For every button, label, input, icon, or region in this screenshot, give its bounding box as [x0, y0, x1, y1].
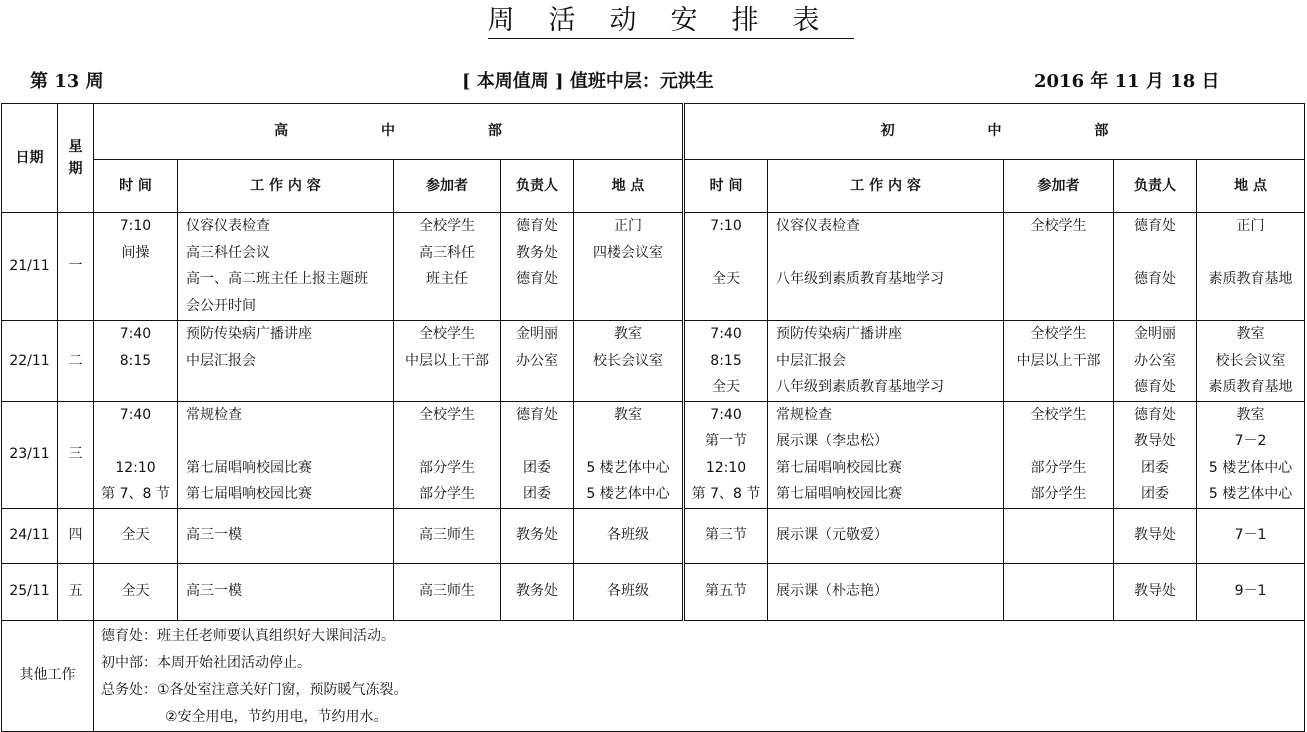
senior-content-line	[186, 374, 393, 401]
junior-location-line	[1197, 293, 1304, 320]
senior-content-line: 仪容仪表检查	[186, 218, 270, 234]
junior-participants-line: 部分学生	[1030, 486, 1087, 502]
senior-responsible-line	[501, 374, 573, 401]
junior-responsible-line: 办公室	[1134, 352, 1177, 369]
junior-time-cell	[684, 563, 768, 620]
junior-time-line: 7:40	[710, 406, 742, 423]
senior-responsible-line	[501, 428, 573, 455]
schedule-row	[2, 563, 1305, 620]
junior-responsible-cell	[1114, 401, 1197, 508]
junior-time-line: 7:40	[710, 326, 742, 342]
junior-content-cell	[768, 508, 1004, 563]
senior-location-line: 四楼会议室	[593, 244, 663, 261]
junior-time-cell	[684, 213, 768, 321]
senior-location-line	[574, 428, 682, 455]
junior-location-cell	[1197, 508, 1305, 563]
junior-location-line: 7－2	[1234, 433, 1267, 449]
senior-content-line: 高三科任会议	[186, 244, 270, 261]
junior-responsible-line: 团委	[1141, 486, 1170, 502]
junior-content-line: 预防传染病广播讲座	[776, 326, 903, 342]
senior-location-line: 各班级	[607, 527, 649, 544]
col-weekday: 星期	[58, 104, 94, 213]
junior-location-line: 素质教育基地	[1208, 271, 1293, 287]
junior-content-line	[776, 293, 1003, 320]
senior-location-line: 教室	[614, 406, 642, 423]
junior-participants-line: 中层以上干部	[1016, 352, 1101, 369]
junior-content-line: 仪容仪表检查	[776, 218, 861, 234]
senior-time-line: 12:10	[115, 459, 156, 476]
junior-col-location: 地 点	[1197, 160, 1305, 213]
junior-content-cell	[768, 563, 1004, 620]
junior-location-line: 5 楼艺体中心	[1208, 459, 1293, 476]
junior-responsible-cell	[1114, 213, 1197, 321]
senior-location-cell	[574, 321, 684, 402]
junior-content-line: 八年级到素质教育基地学习	[776, 271, 945, 287]
senior-content-cell	[178, 508, 394, 563]
senior-time-line	[94, 374, 177, 401]
junior-location-line: 9－1	[1234, 583, 1267, 600]
junior-participants-cell	[1004, 321, 1114, 402]
senior-time-line: 全天	[121, 583, 150, 600]
senior-time-cell	[94, 563, 178, 620]
row-weekday: 三	[58, 401, 94, 508]
senior-location-line: 5 楼艺体中心	[586, 486, 670, 502]
senior-participants-line: 高三师生	[419, 527, 475, 544]
junior-time-line: 第 7、8 节	[691, 486, 761, 502]
junior-responsible-line: 教导处	[1134, 583, 1177, 600]
senior-participants-line: 全校学生	[419, 326, 475, 342]
senior-participants-cell	[394, 563, 501, 620]
junior-responsible-line	[1114, 293, 1196, 320]
row-date: 24/11	[2, 508, 58, 563]
senior-content-line: 高一、高二班主任上报主题班	[186, 271, 368, 287]
note-line: 德育处：班主任老师要认真组织好大课间活动。	[101, 627, 395, 644]
senior-responsible-line	[501, 293, 573, 320]
row-date: 25/11	[2, 563, 58, 620]
junior-participants-line: 全校学生	[1030, 326, 1087, 342]
junior-participants-cell	[1004, 401, 1114, 508]
col-date: 日期	[2, 104, 58, 213]
row-weekday: 五	[58, 563, 94, 620]
senior-participants-line: 部分学生	[419, 486, 475, 502]
junior-participants-cell	[1004, 508, 1114, 563]
junior-time-cell	[684, 508, 768, 563]
senior-participants-line	[394, 293, 500, 320]
senior-responsible-line: 教务处	[516, 527, 558, 544]
junior-col-time: 时 间	[684, 160, 768, 213]
senior-content-line: 第七届唱响校园比赛	[186, 459, 312, 476]
junior-time-line: 7:10	[710, 218, 742, 234]
senior-responsible-line: 德育处	[516, 218, 558, 234]
senior-participants-line: 全校学生	[419, 406, 475, 423]
junior-location-line	[1197, 240, 1304, 267]
senior-time-line: 8:15	[119, 352, 152, 369]
senior-responsible-line: 团委	[523, 486, 551, 502]
senior-time-cell	[94, 213, 178, 321]
row-weekday: 二	[58, 321, 94, 402]
junior-location-line: 7－1	[1234, 527, 1267, 544]
junior-responsible-line: 德育处	[1134, 271, 1177, 287]
senior-content-line	[186, 428, 393, 455]
senior-content-cell	[178, 563, 394, 620]
senior-participants-line: 中层以上干部	[405, 352, 489, 369]
junior-responsible-cell	[1114, 563, 1197, 620]
senior-section-header: 高 中 部	[94, 104, 684, 160]
senior-responsible-line: 德育处	[516, 271, 558, 287]
junior-location-cell	[1197, 563, 1305, 620]
junior-time-cell	[684, 401, 768, 508]
senior-participants-line	[394, 428, 500, 455]
issue-date: 2016 年 11 月 18 日	[1034, 71, 1220, 92]
junior-time-line: 第三节	[705, 527, 748, 544]
junior-participants-line: 全校学生	[1030, 218, 1087, 234]
senior-location-cell	[574, 213, 684, 321]
junior-participants-line	[1004, 266, 1113, 293]
junior-content-cell	[768, 401, 1004, 508]
senior-time-line: 全天	[121, 527, 150, 544]
junior-responsible-line: 德育处	[1134, 379, 1177, 395]
junior-content-line	[776, 240, 1003, 267]
junior-content-line: 展示课（朴志艳）	[776, 583, 889, 600]
senior-participants-line: 部分学生	[419, 459, 475, 476]
senior-time-line	[94, 266, 177, 293]
senior-time-line: 7:10	[119, 218, 152, 234]
senior-location-line	[574, 266, 682, 293]
section-header-row	[2, 104, 1305, 160]
junior-participants-line	[1004, 374, 1113, 401]
senior-location-cell	[574, 508, 684, 563]
senior-content-line: 中层汇报会	[186, 352, 256, 369]
junior-location-line: 素质教育基地	[1208, 379, 1293, 395]
senior-participants-line: 班主任	[426, 271, 468, 287]
senior-responsible-cell	[501, 563, 574, 620]
junior-participants-line	[1004, 428, 1113, 455]
duty-officer: [ 本周值周 ] 值班中层：元洪生	[462, 71, 714, 92]
junior-col-responsible: 负责人	[1114, 160, 1197, 213]
senior-time-cell	[94, 401, 178, 508]
row-date: 21/11	[2, 213, 58, 321]
junior-location-line: 教室	[1236, 406, 1265, 423]
senior-location-line: 正门	[614, 218, 642, 234]
other-work-notes	[94, 620, 1305, 731]
junior-section-header: 初 中 部	[684, 104, 1305, 160]
senior-responsible-line: 金明丽	[516, 326, 558, 342]
senior-responsible-cell	[501, 321, 574, 402]
note-line: 总务处：①各处室注意关好门窗，预防暖气冻裂。	[101, 681, 408, 698]
junior-location-line: 校长会议室	[1215, 352, 1286, 369]
schedule-row	[2, 401, 1305, 508]
junior-location-cell	[1197, 401, 1305, 508]
senior-responsible-line: 教务处	[516, 583, 558, 600]
senior-content-line: 第七届唱响校园比赛	[186, 486, 312, 502]
junior-location-line: 正门	[1236, 218, 1265, 234]
senior-content-line: 会公开时间	[186, 297, 256, 314]
junior-time-line: 12:10	[705, 459, 747, 476]
junior-participants-line	[1004, 293, 1113, 320]
junior-time-line: 8:15	[710, 352, 742, 369]
senior-participants-line	[394, 374, 500, 401]
senior-location-cell	[574, 401, 684, 508]
junior-responsible-line: 德育处	[1134, 406, 1177, 423]
senior-time-line: 间操	[121, 244, 150, 261]
senior-participants-cell	[394, 508, 501, 563]
senior-responsible-line: 办公室	[516, 352, 558, 369]
note-line: ②安全用电，节约用电，节约用水。	[165, 708, 388, 725]
junior-content-line: 常规检查	[776, 406, 833, 423]
row-date: 23/11	[2, 401, 58, 508]
senior-responsible-cell	[501, 213, 574, 321]
junior-time-line: 全天	[712, 379, 741, 395]
senior-responsible-cell	[501, 508, 574, 563]
junior-responsible-line	[1114, 240, 1196, 267]
junior-location-line: 教室	[1236, 326, 1265, 342]
senior-location-line	[574, 374, 682, 401]
senior-responsible-line: 德育处	[516, 406, 558, 423]
senior-content-cell	[178, 213, 394, 321]
junior-content-line: 第七届唱响校园比赛	[776, 486, 903, 502]
junior-content-line: 中层汇报会	[776, 352, 847, 369]
schedule-table	[1, 103, 1305, 732]
senior-time-line	[94, 428, 177, 455]
senior-responsible-cell	[501, 401, 574, 508]
senior-time-line: 第 7、8 节	[101, 486, 170, 502]
row-weekday: 一	[58, 213, 94, 321]
senior-responsible-line: 团委	[523, 459, 551, 476]
other-work-row	[2, 620, 1305, 731]
junior-col-participants: 参加者	[1004, 160, 1114, 213]
junior-time-cell	[684, 321, 768, 402]
senior-participants-cell	[394, 213, 501, 321]
note-line: 初中部：本周开始社团活动停止。	[101, 654, 311, 671]
week-number: 第 13 周	[30, 71, 104, 92]
senior-content-line: 常规检查	[186, 406, 242, 423]
schedule-row	[2, 508, 1305, 563]
junior-content-line: 第七届唱响校园比赛	[776, 459, 903, 476]
junior-participants-line: 全校学生	[1030, 406, 1087, 423]
junior-content-line: 展示课（元敬爱）	[776, 527, 889, 544]
junior-content-line: 八年级到素质教育基地学习	[776, 379, 945, 395]
senior-participants-cell	[394, 401, 501, 508]
senior-participants-line: 高三师生	[419, 583, 475, 600]
senior-location-cell	[574, 563, 684, 620]
row-weekday: 四	[58, 508, 94, 563]
junior-location-cell	[1197, 321, 1305, 402]
senior-location-line: 5 楼艺体中心	[586, 459, 670, 476]
senior-time-line: 7:40	[119, 326, 152, 342]
senior-content-cell	[178, 401, 394, 508]
senior-content-cell	[178, 321, 394, 402]
junior-col-content: 工 作 内 容	[768, 160, 1004, 213]
junior-participants-cell	[1004, 563, 1114, 620]
senior-participants-cell	[394, 321, 501, 402]
junior-time-line: 第一节	[705, 433, 748, 449]
senior-location-line: 校长会议室	[593, 352, 663, 369]
senior-time-cell	[94, 321, 178, 402]
junior-responsible-line: 团委	[1141, 459, 1170, 476]
senior-location-line: 各班级	[607, 583, 649, 600]
junior-location-line: 5 楼艺体中心	[1208, 486, 1293, 502]
senior-content-line: 高三一模	[186, 583, 242, 600]
junior-content-line: 展示课（李忠松）	[776, 433, 889, 449]
junior-responsible-cell	[1114, 508, 1197, 563]
junior-participants-cell	[1004, 213, 1114, 321]
row-date: 22/11	[2, 321, 58, 402]
junior-responsible-line: 教导处	[1134, 527, 1177, 544]
other-work-label: 其他工作	[2, 620, 94, 731]
junior-content-cell	[768, 213, 1004, 321]
junior-participants-line	[1004, 240, 1113, 267]
junior-time-line	[685, 240, 767, 267]
page-title	[0, 4, 1307, 38]
junior-content-cell	[768, 321, 1004, 402]
junior-participants-line	[1004, 522, 1113, 549]
junior-participants-line: 部分学生	[1030, 459, 1087, 476]
senior-col-participants: 参加者	[394, 160, 501, 213]
senior-content-line: 高三一模	[186, 527, 242, 544]
junior-time-line: 第五节	[705, 583, 748, 600]
senior-col-responsible: 负责人	[501, 160, 574, 213]
schedule-row	[2, 213, 1305, 321]
junior-location-cell	[1197, 213, 1305, 321]
title-text: 周活动安排表	[488, 5, 854, 39]
senior-participants-line: 全校学生	[419, 218, 475, 234]
senior-location-line: 教室	[614, 326, 642, 342]
senior-col-location: 地 点	[574, 160, 684, 213]
senior-content-line: 预防传染病广播讲座	[186, 326, 312, 342]
column-header-row	[2, 160, 1305, 213]
junior-participants-line	[1004, 578, 1113, 605]
junior-responsible-line: 教导处	[1134, 433, 1177, 449]
senior-responsible-line: 教务处	[516, 244, 558, 261]
junior-time-line	[685, 293, 767, 320]
senior-time-line: 7:40	[119, 406, 152, 423]
junior-time-line: 全天	[712, 271, 741, 287]
junior-responsible-cell	[1114, 321, 1197, 402]
junior-responsible-line: 金明丽	[1134, 326, 1177, 342]
senior-location-line	[574, 293, 682, 320]
senior-participants-line: 高三科任	[419, 244, 475, 261]
senior-time-line	[94, 293, 177, 320]
senior-col-content: 工 作 内 容	[178, 160, 394, 213]
senior-col-time: 时 间	[94, 160, 178, 213]
senior-time-cell	[94, 508, 178, 563]
junior-responsible-line: 德育处	[1134, 218, 1177, 234]
schedule-row	[2, 321, 1305, 402]
